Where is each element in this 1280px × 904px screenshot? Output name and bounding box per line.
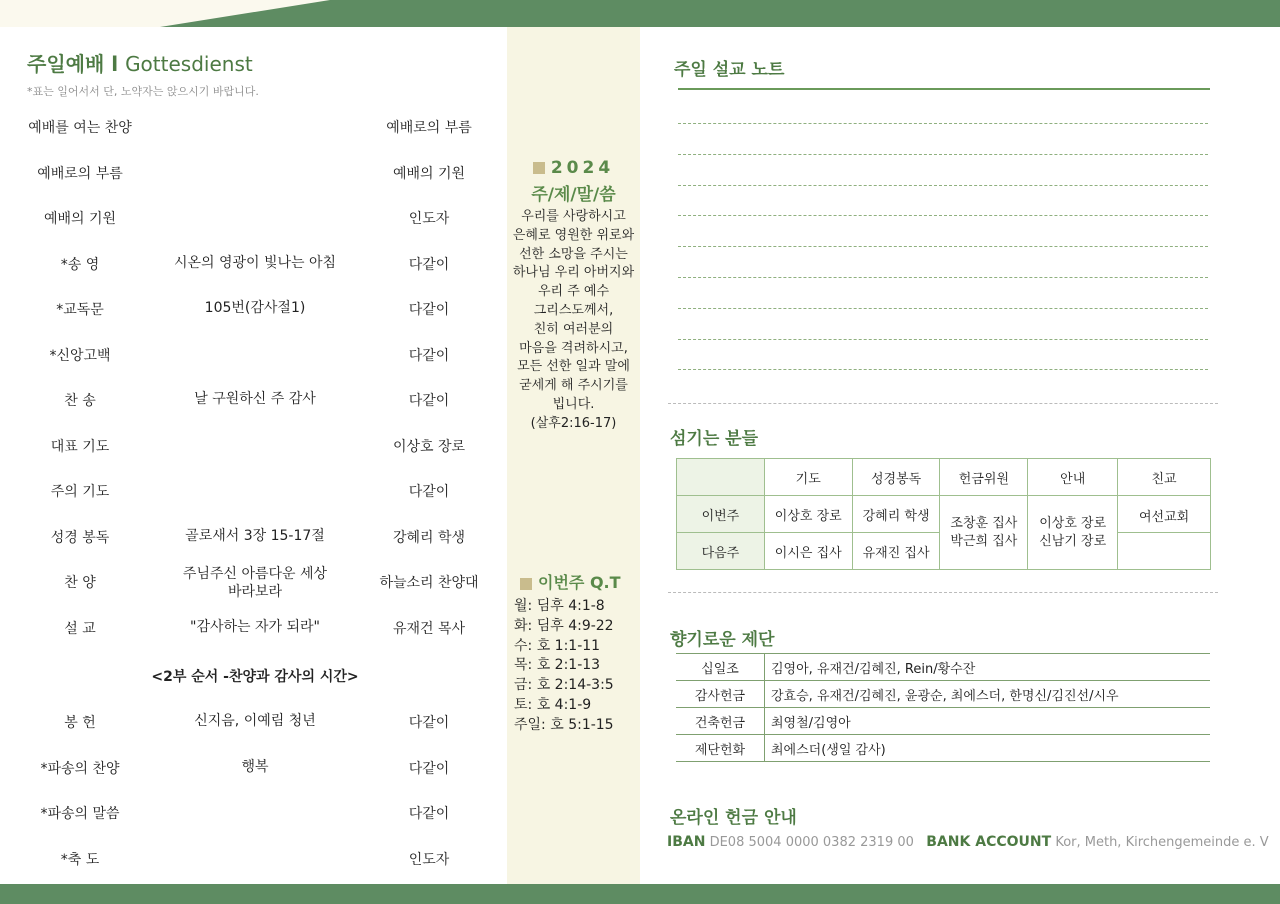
order-content: 날 구원하신 주 감사 <box>194 391 316 407</box>
order-leader: 인도자 <box>408 851 450 868</box>
bank-account-value: Kor, Meth, Kirchengemeinde e. V <box>1055 835 1269 850</box>
offering-row <box>676 708 1210 735</box>
note-line <box>678 185 1208 186</box>
qt-item: 주일: 호 5:1-15 <box>514 716 614 733</box>
order-row <box>0 345 500 369</box>
order-leader: 다같이 <box>408 302 450 318</box>
note-line <box>678 154 1208 155</box>
qt-item: 화: 딤후 4:9-22 <box>514 617 614 634</box>
order-leader: 다같이 <box>408 806 450 822</box>
offering-row <box>676 735 1210 762</box>
offering-names: 김영아, 유재건/김혜진, Rein/황수잔 <box>765 654 1211 681</box>
servers-title: 섬기는 분들 <box>670 429 759 449</box>
order-leader: 예배로의 부름 <box>386 120 472 136</box>
order-leader: 다같이 <box>408 484 450 500</box>
order-content: "감사하는 자가 되라" <box>190 618 320 635</box>
order-content: 행복 <box>241 758 269 775</box>
order-item: 주의 기도 <box>50 484 110 500</box>
verse-line: 하나님 우리 아버지와 <box>512 265 635 281</box>
theme-verse <box>510 208 637 434</box>
offering-team-names: 조창훈 집사 박근희 집사 <box>950 515 1018 549</box>
top-decor-bar <box>0 0 1280 27</box>
order-row <box>0 299 500 323</box>
verse-line: 우리 주 예수 <box>537 284 610 300</box>
iban-value: DE08 5004 0000 0382 2319 00 <box>709 835 914 850</box>
table-corner <box>677 459 765 496</box>
square-bullet-icon <box>520 578 532 590</box>
order-item: 예배의 기원 <box>43 211 117 227</box>
verse-line: 빕니다. <box>552 396 595 412</box>
order-item: 성경 봉독 <box>50 529 110 546</box>
order-row <box>0 254 500 278</box>
square-bullet-icon <box>533 162 545 174</box>
worship-title: 주일예배 l Gottesdienst <box>27 52 253 76</box>
offering-names: 최영철/김영아 <box>765 708 1211 735</box>
servers-table <box>676 458 1211 570</box>
order-leader: 다같이 <box>408 393 450 409</box>
order-row <box>0 436 500 460</box>
order-row <box>0 803 500 827</box>
header-reading: 성경봉독 <box>852 459 940 496</box>
offering-label: 제단헌화 <box>676 735 765 762</box>
verse-line: 우리를 사랑하시고 <box>521 209 626 224</box>
bank-info <box>667 834 1269 850</box>
order-item: 찬 양 <box>64 575 96 591</box>
verse-line: 선한 소망을 주시는 <box>519 246 628 262</box>
order-leader: 예배의 기원 <box>392 165 466 182</box>
note-line <box>678 123 1208 124</box>
header-prayer: 기도 <box>764 459 852 496</box>
order-item: *파송의 찬양 <box>40 760 120 777</box>
theme-title: 주/제/말/씀 <box>531 185 616 205</box>
offering-names: 강효승, 유재건/김혜진, 윤광순, 최에스더, 한명신/김진선/시우 <box>765 681 1211 708</box>
order-leader: 다같이 <box>408 347 450 364</box>
reading-next-week: 유재진 집사 <box>852 533 940 570</box>
qt-list <box>514 597 614 736</box>
section-separator <box>668 403 1218 404</box>
sermon-notes-title: 주일 설교 노트 <box>674 60 785 80</box>
row-next-week: 다음주 <box>677 533 765 570</box>
header-fellowship: 친교 <box>1118 459 1211 496</box>
prayer-next-week: 이시은 집사 <box>764 533 852 570</box>
order-row <box>0 481 500 505</box>
offering-team <box>940 496 1028 570</box>
order-item: *송 영 <box>60 256 100 273</box>
order-leader: 다같이 <box>408 256 450 273</box>
row-this-week: 이번주 <box>677 496 765 533</box>
order-row <box>0 117 500 141</box>
qt-item: 금: 호 2:14-3:5 <box>514 677 614 694</box>
iban-label: IBAN <box>667 834 706 850</box>
order-row <box>0 566 500 600</box>
note-line <box>678 246 1208 247</box>
reading-this-week: 강혜리 학생 <box>852 496 940 533</box>
verse-line: 은혜로 영원한 위로와 <box>512 227 635 243</box>
order-item: 대표 기도 <box>50 438 110 455</box>
offering-label: 감사헌금 <box>676 681 765 708</box>
verse-line: 굳세게 해 주시기를 <box>519 378 628 394</box>
usher-team-names: 이상호 장로 신남기 장로 <box>1039 515 1107 549</box>
order-row <box>0 527 500 551</box>
qt-title: 이번주 Q.T <box>520 570 621 593</box>
note-line <box>678 369 1208 370</box>
header-offering: 헌금위원 <box>940 459 1028 496</box>
bottom-decor-bar <box>0 884 1280 904</box>
offering-label: 건축헌금 <box>676 708 765 735</box>
notes-divider <box>678 88 1210 90</box>
order-row <box>0 849 500 873</box>
order-item: 봉 헌 <box>64 715 96 731</box>
qt-item: 목: 호 2:1-13 <box>514 657 601 674</box>
order-item: *파송의 말씀 <box>40 806 120 822</box>
offerings-table <box>676 653 1210 762</box>
order-row <box>0 390 500 414</box>
order-leader: 인도자 <box>408 211 450 227</box>
order-leader: 하늘소리 찬양대 <box>379 575 479 591</box>
order-item: *축 도 <box>60 851 100 868</box>
order-item: *신앙고백 <box>49 347 111 364</box>
fellowship-this-week: 여선교회 <box>1118 496 1211 533</box>
order-content: 골로새서 3장 15-17절 <box>185 527 325 544</box>
note-line <box>678 308 1208 309</box>
theme-year: 2024 <box>507 158 640 178</box>
order-content: 주님주신 아름다운 세상 바라보라 <box>182 566 328 600</box>
verse-line: 모든 선한 일과 말에 <box>517 359 630 375</box>
header-usher: 안내 <box>1028 459 1118 496</box>
verse-line: (살후2:16-17) <box>530 415 617 431</box>
order-leader: 유재건 목사 <box>392 620 466 637</box>
online-offering-title: 온라인 헌금 안내 <box>670 808 797 828</box>
qt-item: 월: 딤후 4:1-8 <box>514 598 605 614</box>
section-separator <box>668 592 1218 593</box>
verse-line: 그리스도께서, <box>533 302 614 318</box>
offering-names: 최에스더(생일 감사) <box>765 735 1211 762</box>
order-leader: 다같이 <box>408 760 450 777</box>
bank-account-label: BANK ACCOUNT <box>926 834 1052 850</box>
order-row <box>0 163 500 187</box>
fellowship-next-week <box>1118 533 1211 570</box>
order-leader: 이상호 장로 <box>392 438 466 455</box>
order-item: 예배로의 부름 <box>37 165 123 182</box>
prayer-this-week: 이상호 장로 <box>764 496 852 533</box>
order-row <box>0 618 500 642</box>
offerings-title: 향기로운 제단 <box>670 630 775 650</box>
order-content: 신지음, 이예림 청년 <box>194 713 316 729</box>
order-row <box>0 208 500 232</box>
note-line <box>678 277 1208 278</box>
order-content: 105번(감사절1) <box>204 300 306 316</box>
order-leader: 다같이 <box>408 715 450 731</box>
note-line <box>678 215 1208 216</box>
order-item: 찬 송 <box>64 393 96 409</box>
qt-item: 수: 호 1:1-11 <box>514 637 601 654</box>
theme-panel <box>507 27 640 884</box>
order-row <box>0 712 500 736</box>
standing-note: *표는 일어서서 단, 노약자는 앉으시기 바랍니다. <box>27 85 259 98</box>
order-content: 시온의 영광이 빛나는 아침 <box>173 254 337 271</box>
part2-header: <2부 순서 -찬양과 감사의 시간> <box>151 669 359 685</box>
usher-team <box>1028 496 1118 570</box>
verse-line: 친히 여러분의 <box>533 321 614 337</box>
verse-line: 마음을 격려하시고, <box>519 340 628 356</box>
offering-label: 십일조 <box>676 654 765 681</box>
order-item: *교독문 <box>56 302 104 318</box>
order-item: 예배를 여는 찬양 <box>28 120 132 136</box>
offering-row <box>676 654 1210 681</box>
note-line <box>678 339 1208 340</box>
order-leader: 강혜리 학생 <box>392 529 466 546</box>
offering-row <box>676 681 1210 708</box>
order-row <box>0 758 500 782</box>
qt-item: 토: 호 4:1-9 <box>514 696 592 713</box>
order-item: 설 교 <box>64 620 96 637</box>
